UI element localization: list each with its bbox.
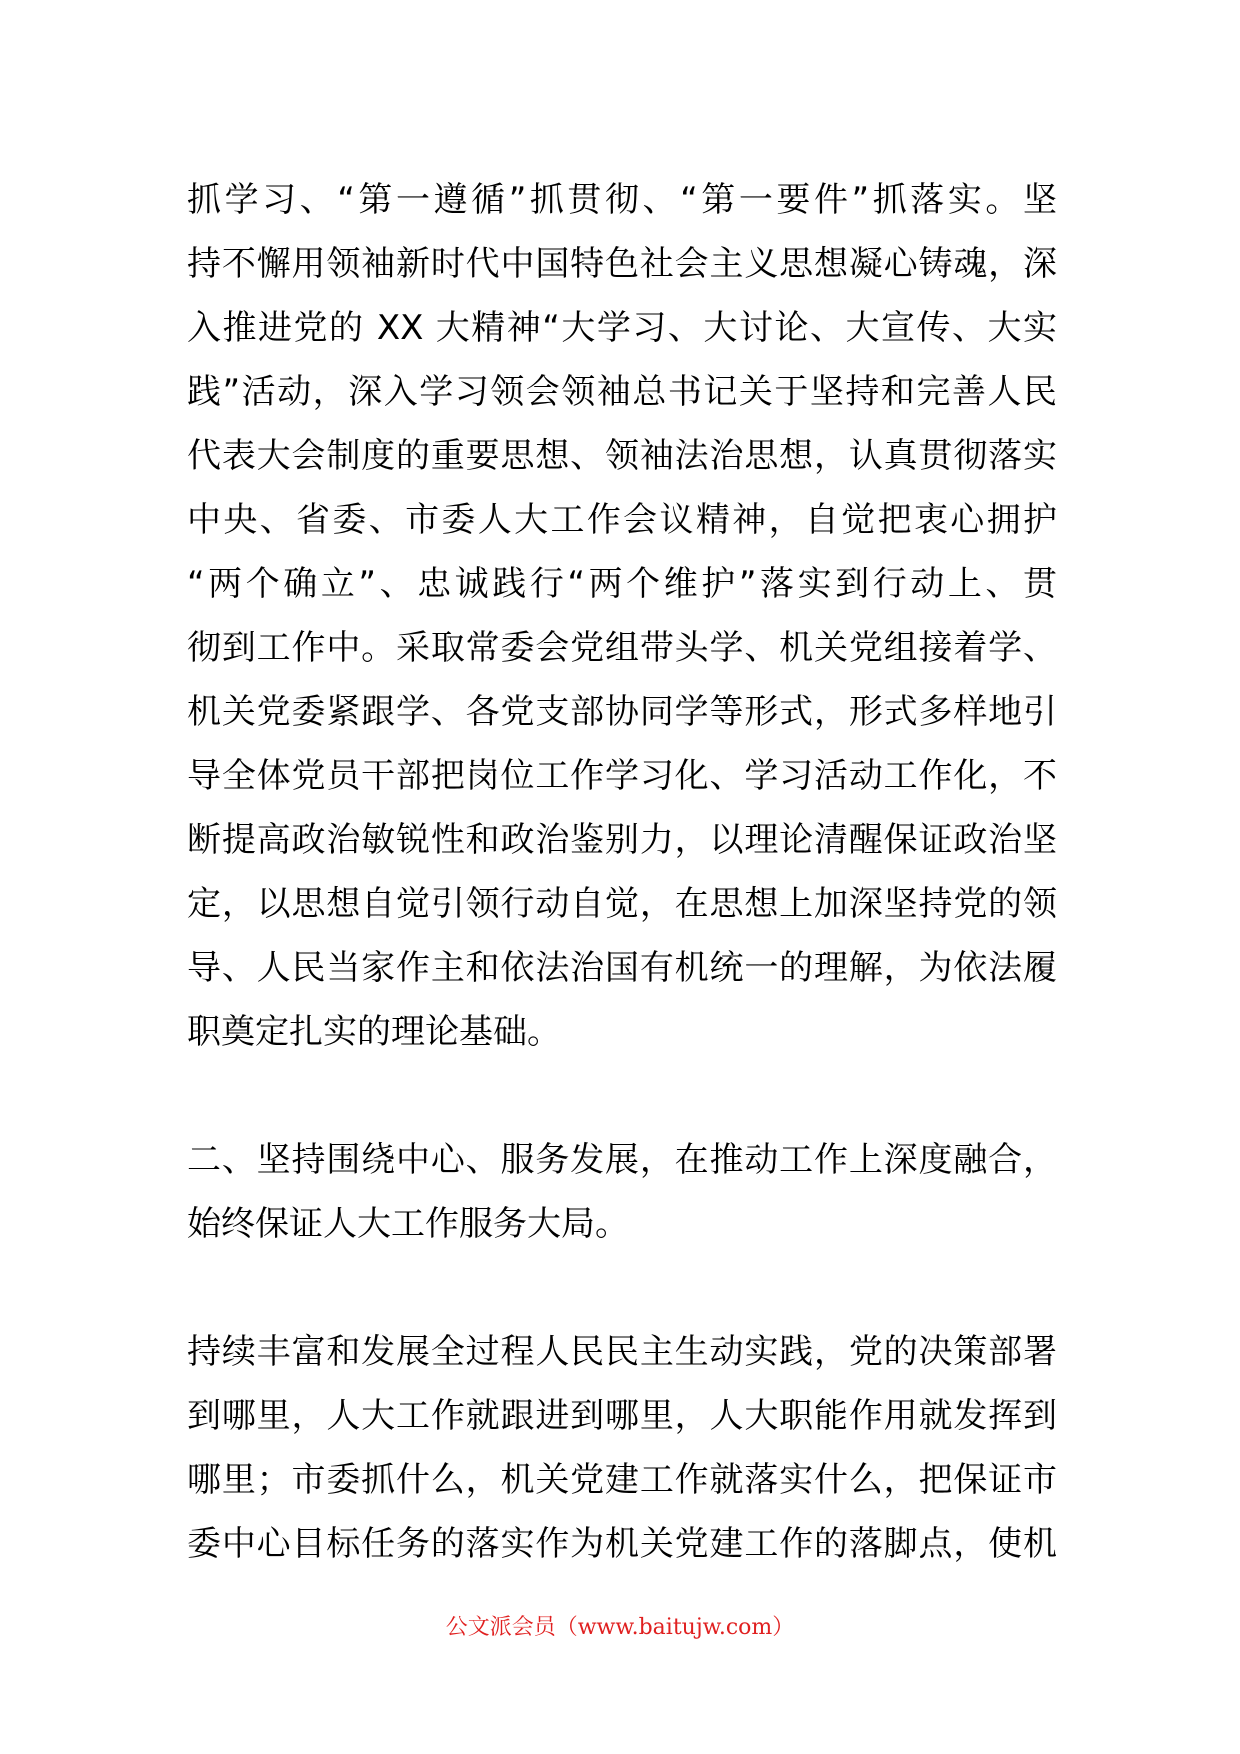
text-line: 中央、省委、市委人大工作会议精神，自觉把衷心拥护: [187, 500, 1057, 540]
text-line: 到哪里，人大工作就跟进到哪里，人大职能作用就发挥到: [187, 1396, 1057, 1436]
paragraph-3: [187, 1320, 1057, 1576]
paragraph-1: [187, 168, 1057, 1064]
heading-line: 始终保证人大工作服务大局。: [187, 1204, 629, 1244]
text-line: 践”活动，深入学习领会领袖总书记关于坚持和完善人民: [187, 372, 1057, 412]
text-line: 持续丰富和发展全过程人民民主生动实践，党的决策部署: [187, 1332, 1057, 1372]
section-heading: [187, 1128, 1057, 1256]
text-line: 委中心目标任务的落实作为机关党建工作的落脚点，使机: [187, 1524, 1057, 1564]
text-line: 持不懈用领袖新时代中国特色社会主义思想凝心铸魂，深: [187, 244, 1057, 284]
text-line: 断提高政治敏锐性和政治鉴别力，以理论清醒保证政治坚: [187, 820, 1057, 860]
text-line: 入推进党的 XX 大精神“大学习、大讨论、大宣传、大实: [187, 308, 1057, 348]
text-line: 代表大会制度的重要思想、领袖法治思想，认真贯彻落实: [187, 436, 1057, 476]
document-body: [187, 168, 1057, 1576]
text-line: 抓学习、“第一遵循”抓贯彻、“第一要件”抓落实。坚: [187, 180, 1057, 220]
text-line: 导全体党员干部把岗位工作学习化、学习活动工作化，不: [187, 756, 1057, 796]
text-line: 定，以思想自觉引领行动自觉，在思想上加深坚持党的领: [187, 884, 1057, 924]
text-line: 导、人民当家作主和依法治国有机统一的理解，为依法履: [187, 948, 1057, 988]
text-line: 哪里；市委抓什么，机关党建工作就落实什么，把保证市: [187, 1460, 1057, 1500]
heading-line: 二、坚持围绕中心、服务发展，在推动工作上深度融合，: [187, 1140, 1057, 1180]
text-line: “两个确立”、忠诚践行“两个维护”落实到行动上、贯: [187, 564, 1057, 604]
footer-watermark: 公文派会员（www.baitujw.com）: [445, 1615, 795, 1640]
text-line: 职奠定扎实的理论基础。: [187, 1012, 561, 1052]
text-line: 彻到工作中。采取常委会党组带头学、机关党组接着学、: [187, 628, 1057, 668]
paragraph-spacer: [187, 1256, 1057, 1320]
paragraph-spacer: [187, 1064, 1057, 1128]
text-line: 机关党委紧跟学、各党支部协同学等形式，形式多样地引: [187, 692, 1057, 732]
